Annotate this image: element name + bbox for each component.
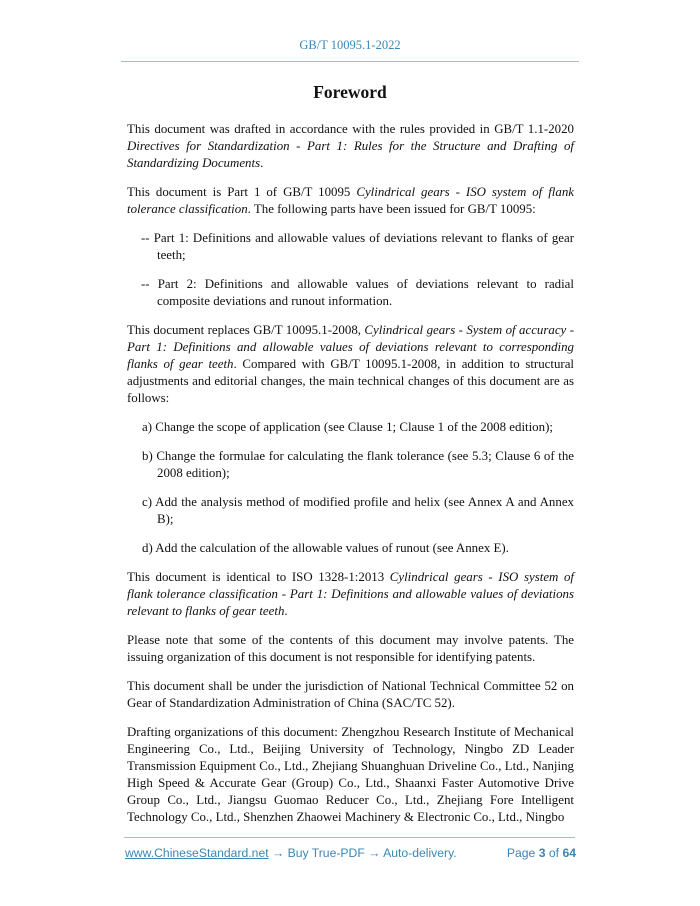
total-pages: 64 [562, 846, 576, 860]
text: . The following parts have been issued for GB/T 10095: [247, 202, 536, 216]
foreword-body [127, 121, 574, 838]
footer-divider [124, 837, 575, 838]
text: This document replaces GB/T 10095.1-2008, [127, 323, 365, 337]
standard-code-header: GB/T 10095.1-2022 [299, 38, 401, 52]
footer-promo [125, 846, 457, 860]
text: This document was drafted in accordance with the rules provided in GB/T 1.1-2020 [127, 122, 574, 136]
section-title: Foreword [313, 82, 387, 102]
list-item-part-2: -- Part 2: Definitions and allowable values of deviations relevant to radial composite deviations and runout information. [141, 277, 574, 308]
text: This document is identical to ISO 1328-1:2013 [127, 570, 390, 584]
text: This document is Part 1 of GB/T 10095 [127, 185, 357, 199]
paragraph-drafting-rules [127, 121, 574, 172]
paragraph-identical-iso [127, 569, 574, 620]
page-footer [125, 846, 576, 860]
paragraph-patents: Please note that some of the contents of this document may involve patents. The issuing organization of this document is not responsible for identifying patents. [127, 633, 574, 664]
website-link[interactable]: www.ChineseStandard.net [125, 846, 269, 860]
paragraph-replaces [127, 322, 574, 407]
paragraph-part-info [127, 184, 574, 218]
list-item-change-d: d) Add the calculation of the allowable values of runout (see Annex E). [142, 541, 509, 555]
text: . Compared with GB/T 10095.1-2008, in addition to structural adjustments and editorial changes, the main technical changes of this document are as follows: [127, 357, 575, 405]
paragraph-jurisdiction: This document shall be under the jurisdiction of National Technical Committee 52 on Gear of Standardization Administration of China (SAC/TC 52). [127, 679, 574, 710]
text: . [260, 156, 264, 170]
referenced-title: Cylindrical gears - ISO system of flank tolerance classification - Part 1: Definitions and allowable values of deviations relevant to flanks of gear teeth [127, 570, 574, 618]
list-item-change-a: a) Change the scope of application (see Clause 1; Clause 1 of the 2008 edition); [142, 420, 553, 434]
referenced-title: Cylindrical gears - ISO system of flank tolerance classification [127, 185, 575, 216]
current-page: 3 [538, 846, 546, 860]
list-item-change-c: c) Add the analysis method of modified profile and helix (see Annex A and Annex B); [142, 495, 574, 526]
list-item-change-b: b) Change the formulae for calculating the flank tolerance (see 5.3; Clause 6 of the 2008 edition); [142, 449, 574, 480]
paragraph-drafting-organizations: Drafting organizations of this document: Zhengzhou Research Institute of Mechanical Engineering Co., Ltd., Beijing University of Technology, Ningbo ZD Leader Transmission Equipment Co., Ltd., Zhejiang Shuanghuan Driveline Co., Ltd., Nanjing High Speed & Accurate Gear (Group) Co., Ltd., Shaanxi Faster Automotive Drive Group Co., Ltd., Jiangsu Guomao Reducer Co., Ltd., Zhejiang Fore Intelligent Technology Co., Ltd., Shenzhen Zhaowei Machinery & Electronic Co., Ltd., Ningbo [127, 725, 574, 824]
page-indicator: Page 3 of 64 [506, 846, 576, 860]
referenced-title: Cylindrical gears - System of accuracy - Part 1: Definitions and allowable values of deviations relevant to corresponding flanks of gear teeth [127, 323, 574, 371]
list-item-part-1: -- Part 1: Definitions and allowable values of deviations relevant to flanks of gear teeth; [141, 231, 574, 262]
promo-text: → Buy True-PDF → Auto-delivery. [268, 846, 457, 860]
header-divider [121, 61, 579, 62]
referenced-title: Directives for Standardization - Part 1: Rules for the Structure and Drafting of Standardizing Documents [127, 139, 574, 170]
text: . [284, 604, 288, 618]
